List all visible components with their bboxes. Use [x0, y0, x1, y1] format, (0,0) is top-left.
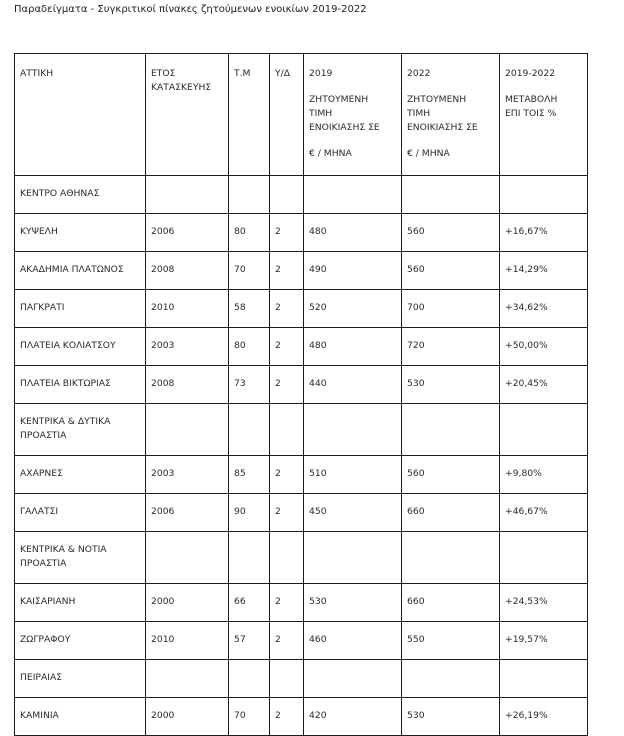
empty-cell — [270, 532, 304, 584]
cell-construction-year: 2008 — [146, 366, 229, 404]
cell-square-meters: 80 — [229, 214, 270, 252]
header-row — [15, 54, 588, 176]
empty-cell — [270, 660, 304, 698]
table-row — [15, 252, 588, 290]
cell-price-2019: 480 — [304, 328, 402, 366]
table-row — [15, 622, 588, 660]
empty-cell — [500, 532, 588, 584]
section-label: ΚΕΝΤΡΙΚΑ & ΔΥΤΙΚΑ ΠΡΟΑΣΤΙΑ — [15, 404, 146, 456]
empty-cell — [402, 660, 500, 698]
cell-bedrooms: 2 — [270, 328, 304, 366]
empty-cell — [304, 532, 402, 584]
table-row — [15, 698, 588, 736]
cell-price-2022: 550 — [402, 622, 500, 660]
table-row — [15, 366, 588, 404]
cell-construction-year: 2000 — [146, 698, 229, 736]
cell-bedrooms: 2 — [270, 698, 304, 736]
cell-price-2019: 440 — [304, 366, 402, 404]
cell-bedrooms: 2 — [270, 290, 304, 328]
cell-area: ΑΚΑΔΗΜΙΑ ΠΛΑΤΩΝΟΣ — [15, 252, 146, 290]
cell-square-meters: 73 — [229, 366, 270, 404]
cell-area: ΠΑΓΚΡΑΤΙ — [15, 290, 146, 328]
empty-cell — [146, 404, 229, 456]
cell-price-2022: 530 — [402, 366, 500, 404]
cell-change-percent: +46,67% — [500, 494, 588, 532]
section-label: ΚΕΝΤΡΟ ΑΘΗΝΑΣ — [15, 176, 146, 214]
empty-cell — [146, 532, 229, 584]
cell-price-2022: 660 — [402, 584, 500, 622]
cell-price-2019: 490 — [304, 252, 402, 290]
cell-price-2022: 560 — [402, 252, 500, 290]
empty-cell — [229, 532, 270, 584]
page-caption: Παραδείγματα - Συγκριτικοί πίνακες ζητούμενων ενοικίων 2019-2022 — [14, 4, 367, 15]
empty-cell — [304, 404, 402, 456]
cell-price-2019: 460 — [304, 622, 402, 660]
empty-cell — [229, 176, 270, 214]
cell-price-2022: 660 — [402, 494, 500, 532]
cell-price-2019: 480 — [304, 214, 402, 252]
cell-area: ΚΥΨΕΛΗ — [15, 214, 146, 252]
empty-cell — [500, 176, 588, 214]
cell-change-percent: +16,67% — [500, 214, 588, 252]
cell-price-2022: 530 — [402, 698, 500, 736]
cell-price-2019: 420 — [304, 698, 402, 736]
cell-square-meters: 70 — [229, 698, 270, 736]
cell-construction-year: 2003 — [146, 328, 229, 366]
section-row — [15, 404, 588, 456]
header-area: ΑΤΤΙΚΗ — [15, 54, 146, 176]
table-row — [15, 494, 588, 532]
cell-bedrooms: 2 — [270, 214, 304, 252]
section-row — [15, 176, 588, 214]
cell-bedrooms: 2 — [270, 252, 304, 290]
cell-change-percent: +20,45% — [500, 366, 588, 404]
cell-square-meters: 70 — [229, 252, 270, 290]
empty-cell — [146, 176, 229, 214]
section-row — [15, 532, 588, 584]
cell-bedrooms: 2 — [270, 366, 304, 404]
header-2019-price: 2019 ΖΗΤΟΥΜΕΝΗ ΤΙΜΗ ΕΝΟΙΚΙΑΣΗΣ ΣΕ € / ΜΗΝΑ — [304, 54, 402, 176]
cell-construction-year: 2006 — [146, 214, 229, 252]
cell-price-2022: 560 — [402, 456, 500, 494]
cell-construction-year: 2008 — [146, 252, 229, 290]
empty-cell — [229, 404, 270, 456]
cell-price-2019: 530 — [304, 584, 402, 622]
cell-change-percent: +50,00% — [500, 328, 588, 366]
cell-price-2019: 510 — [304, 456, 402, 494]
cell-change-percent: +14,29% — [500, 252, 588, 290]
cell-change-percent: +26,19% — [500, 698, 588, 736]
empty-cell — [304, 660, 402, 698]
cell-construction-year: 2003 — [146, 456, 229, 494]
cell-bedrooms: 2 — [270, 456, 304, 494]
cell-square-meters: 90 — [229, 494, 270, 532]
rent-comparison-table — [14, 53, 588, 736]
cell-bedrooms: 2 — [270, 622, 304, 660]
cell-bedrooms: 2 — [270, 494, 304, 532]
cell-change-percent: +24,53% — [500, 584, 588, 622]
cell-area: ΚΑΙΣΑΡΙΑΝΗ — [15, 584, 146, 622]
empty-cell — [402, 404, 500, 456]
cell-area: ΚΑΜΙΝΙΑ — [15, 698, 146, 736]
section-label: ΠΕΙΡΑΙΑΣ — [15, 660, 146, 698]
cell-change-percent: +9,80% — [500, 456, 588, 494]
cell-square-meters: 66 — [229, 584, 270, 622]
cell-bedrooms: 2 — [270, 584, 304, 622]
header-change-percent: 2019-2022 ΜΕΤΑΒΟΛΗ ΕΠΙ ΤΟΙΣ % — [500, 54, 588, 176]
empty-cell — [146, 660, 229, 698]
table-row — [15, 214, 588, 252]
cell-change-percent: +34,62% — [500, 290, 588, 328]
section-label: ΚΕΝΤΡΙΚΑ & ΝΟΤΙΑ ΠΡΟΑΣΤΙΑ — [15, 532, 146, 584]
table-row — [15, 290, 588, 328]
empty-cell — [229, 660, 270, 698]
cell-construction-year: 2000 — [146, 584, 229, 622]
cell-change-percent: +19,57% — [500, 622, 588, 660]
empty-cell — [270, 404, 304, 456]
cell-construction-year: 2010 — [146, 622, 229, 660]
cell-area: ΑΧΑΡΝΕΣ — [15, 456, 146, 494]
cell-construction-year: 2006 — [146, 494, 229, 532]
cell-square-meters: 58 — [229, 290, 270, 328]
cell-price-2019: 450 — [304, 494, 402, 532]
empty-cell — [270, 176, 304, 214]
table-row — [15, 328, 588, 366]
cell-area: ΠΛΑΤΕΙΑ ΚΟΛΙΑΤΣΟΥ — [15, 328, 146, 366]
cell-construction-year: 2010 — [146, 290, 229, 328]
cell-square-meters: 85 — [229, 456, 270, 494]
cell-square-meters: 80 — [229, 328, 270, 366]
empty-cell — [304, 176, 402, 214]
table-row — [15, 456, 588, 494]
cell-area: ΖΩΓΡΑΦΟΥ — [15, 622, 146, 660]
header-square-meters: Τ.Μ — [229, 54, 270, 176]
header-bedrooms: Υ/Δ — [270, 54, 304, 176]
header-construction-year: ΕΤΟΣ ΚΑΤΑΣΚΕΥΗΣ — [146, 54, 229, 176]
empty-cell — [402, 532, 500, 584]
cell-square-meters: 57 — [229, 622, 270, 660]
cell-price-2019: 520 — [304, 290, 402, 328]
table-row — [15, 584, 588, 622]
section-row — [15, 660, 588, 698]
header-2022-price: 2022 ΖΗΤΟΥΜΕΝΗ ΤΙΜΗ ΕΝΟΙΚΙΑΣΗΣ ΣΕ € / ΜΗΝΑ — [402, 54, 500, 176]
empty-cell — [402, 176, 500, 214]
empty-cell — [500, 404, 588, 456]
cell-price-2022: 720 — [402, 328, 500, 366]
empty-cell — [500, 660, 588, 698]
cell-area: ΓΑΛΑΤΣΙ — [15, 494, 146, 532]
cell-price-2022: 700 — [402, 290, 500, 328]
cell-area: ΠΛΑΤΕΙΑ ΒΙΚΤΩΡΙΑΣ — [15, 366, 146, 404]
cell-price-2022: 560 — [402, 214, 500, 252]
